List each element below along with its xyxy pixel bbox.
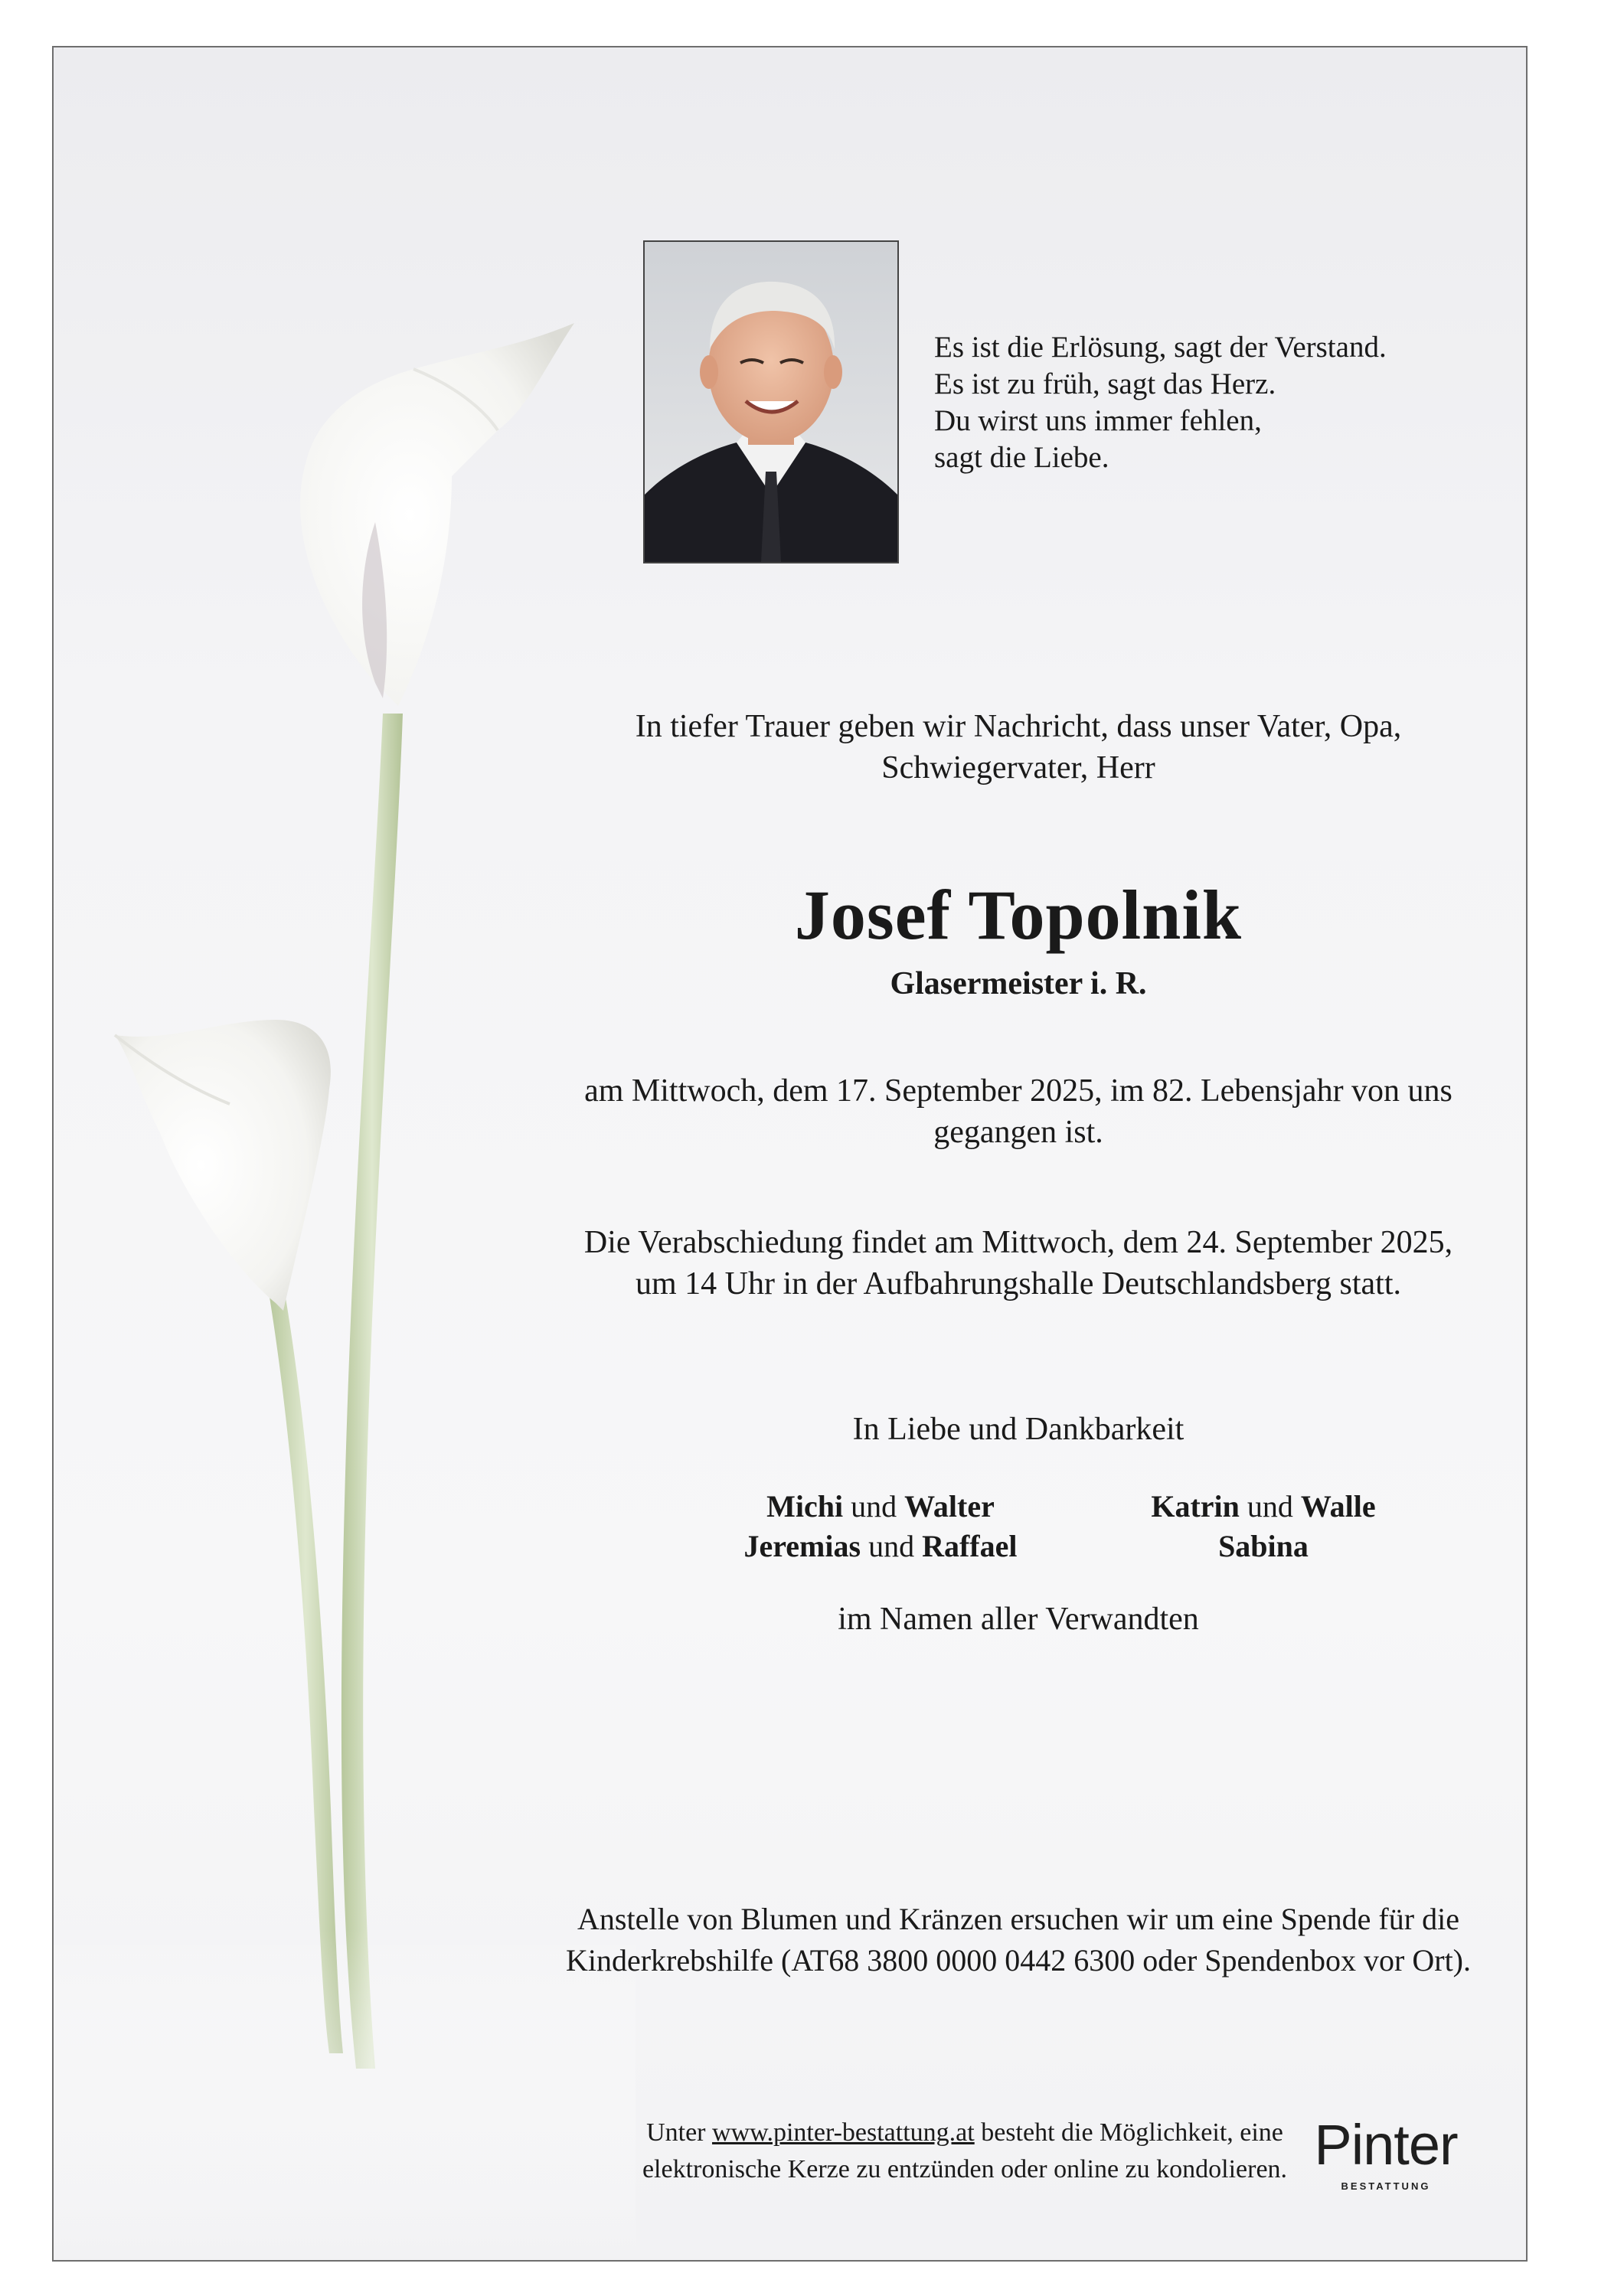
mourners-right-column — [1110, 1487, 1417, 1566]
death-line-1: am Mittwoch, dem 17. September 2025, im 82. Lebensjahr von uns — [584, 1073, 1452, 1109]
mourner-name: Michi — [766, 1489, 844, 1524]
quote-line: Es ist zu früh, sagt das Herz. — [934, 367, 1276, 400]
donation-line-2: Kinderkrebshilfe (AT68 3800 0000 0442 6300 oder Spendenbox vor Ort). — [565, 1943, 1471, 1978]
portrait-photo — [643, 240, 899, 563]
farewell-notice — [544, 1222, 1493, 1305]
mourner-name: Walle — [1300, 1489, 1376, 1524]
announcement-intro — [544, 706, 1493, 789]
footer-suffix: besteht die Möglichkeit, eine — [974, 2118, 1283, 2147]
footer-line-2: elektronische Kerze zu entzünden oder online zu kondolieren. — [642, 2155, 1288, 2183]
quote-line: sagt die Liebe. — [934, 441, 1109, 474]
logo-wordmark: Pinter — [1314, 2113, 1458, 2177]
mourners-heading: In Liebe und Dankbarkeit — [852, 1412, 1185, 1447]
website-link[interactable]: www.pinter-bestattung.at — [712, 2118, 975, 2147]
mourner-name: Raffael — [922, 1529, 1018, 1563]
mourner-name: Jeremias — [743, 1529, 861, 1563]
mourner-name: Walter — [904, 1489, 995, 1524]
mourner-row — [1110, 1487, 1417, 1527]
and-word: und — [861, 1529, 923, 1563]
intro-line-2: Schwiegervater, Herr — [881, 750, 1155, 785]
logo-subtitle: BESTATTUNG — [1341, 2180, 1431, 2192]
obituary-card — [52, 46, 1528, 2262]
deceased-name: Josef Topolnik — [794, 876, 1243, 954]
mourner-name: Sabina — [1218, 1529, 1309, 1563]
footer-line-1 — [574, 2115, 1355, 2151]
mourner-row — [712, 1487, 1049, 1527]
online-condolence-note — [574, 2115, 1355, 2188]
deceased-title: Glasermeister i. R. — [890, 966, 1147, 1001]
pinter-logo — [1294, 2115, 1478, 2192]
relatives-line: im Namen aller Verwandten — [838, 1602, 1199, 1637]
farewell-line-1: Die Verabschiedung findet am Mittwoch, dem 24. September 2025, — [583, 1225, 1453, 1260]
death-notice — [544, 1070, 1493, 1153]
mourner-row — [712, 1527, 1049, 1566]
mourner-row — [1110, 1527, 1417, 1566]
footer-prefix: Unter — [646, 2118, 713, 2147]
and-word: und — [843, 1489, 905, 1524]
intro-line-1: In tiefer Trauer geben wir Nachricht, dass unser Vater, Opa, — [635, 709, 1402, 744]
portrait-image — [645, 242, 897, 562]
quote-line: Du wirst uns immer fehlen, — [934, 404, 1262, 437]
mourners-left-column — [712, 1487, 1049, 1566]
death-line-2: gegangen ist. — [933, 1115, 1103, 1150]
donation-line-1: Anstelle von Blumen und Kränzen ersuchen wir um eine Spende für die — [577, 1902, 1459, 1936]
farewell-line-2: um 14 Uhr in der Aufbahrungshalle Deutschlandsberg statt. — [635, 1266, 1402, 1302]
donation-notice — [544, 1899, 1493, 1981]
mourner-name: Katrin — [1151, 1489, 1240, 1524]
and-word: und — [1239, 1489, 1301, 1524]
quote-line: Es ist die Erlösung, sagt der Verstand. — [934, 331, 1387, 364]
memorial-quote — [934, 329, 1409, 476]
